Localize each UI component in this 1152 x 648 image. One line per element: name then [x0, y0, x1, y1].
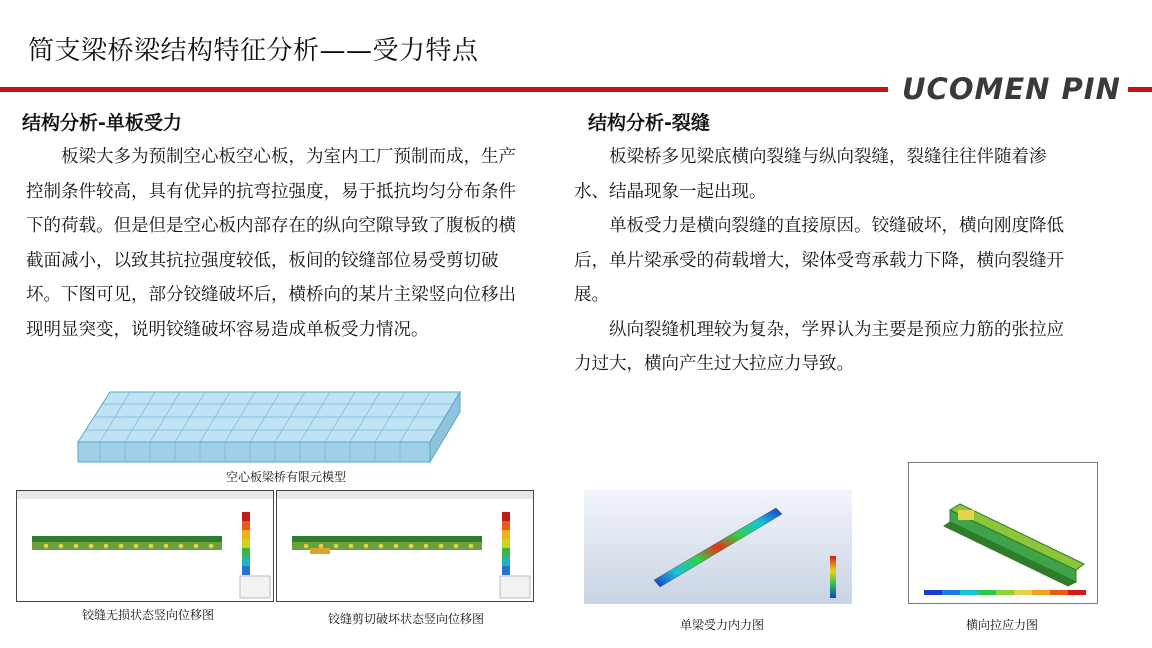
- right-paragraphs: [574, 140, 1080, 382]
- left-paragraph-text: 板梁大多为预制空心板空心板，为室内工厂预制而成，生产控制条件较高，具有优异的抗弯拉强度，易于抵抗均匀分布条件下的荷载。但是但是空心板内部存在的纵向空隙导致了腹板的横截面减小，以致其抗拉强度较低，板间的铰缝部位易受剪切破坏。下图可见，部分铰缝破坏后，横桥向的某片主梁竖向位移出现明显突变，说明铰缝破坏容易造成单板受力情况。: [26, 147, 516, 340]
- right-heading: 结构分析-裂缝: [588, 112, 710, 134]
- fe-model-figure: [70, 372, 470, 468]
- displacement-figure-intact: [16, 490, 274, 602]
- internal-force-figure: [584, 490, 852, 604]
- fig1-caption: 铰缝无损状态竖向位移图: [82, 608, 215, 622]
- fe-model-caption: 空心板梁桥有限元模型: [226, 470, 347, 484]
- left-heading: 结构分析-单板受力: [22, 112, 182, 134]
- transverse-stress-figure: [908, 462, 1098, 604]
- right-paragraph-3: 纵向裂缝机理较为复杂，学界认为主要是预应力筋的张拉应力过大，横向产生过大拉应力导致。: [574, 319, 1064, 374]
- fig4-caption: 横向拉应力图: [966, 618, 1039, 632]
- displacement-figure-damaged: [276, 490, 534, 602]
- brand-logo: UCOMEN PIN: [902, 72, 1121, 106]
- left-paragraph: [26, 140, 528, 347]
- fig2-caption: 铰缝剪切破坏状态竖向位移图: [328, 612, 485, 626]
- page-title: 简支梁桥梁结构特征分析——受力特点: [28, 36, 479, 66]
- header-red-line-right: [1128, 87, 1152, 92]
- fig3-caption: 单梁受力内力图: [680, 618, 765, 632]
- header-red-line: [0, 87, 888, 92]
- right-paragraph-2: 单板受力是横向裂缝的直接原因。铰缝破坏，横向刚度降低后，单片梁承受的荷载增大，梁体受弯承载力下降，横向裂缝开展。: [574, 216, 1064, 305]
- right-paragraph-1: 板梁桥多见梁底横向裂缝与纵向裂缝，裂缝往往伴随着渗水、结晶现象一起出现。: [574, 147, 1047, 202]
